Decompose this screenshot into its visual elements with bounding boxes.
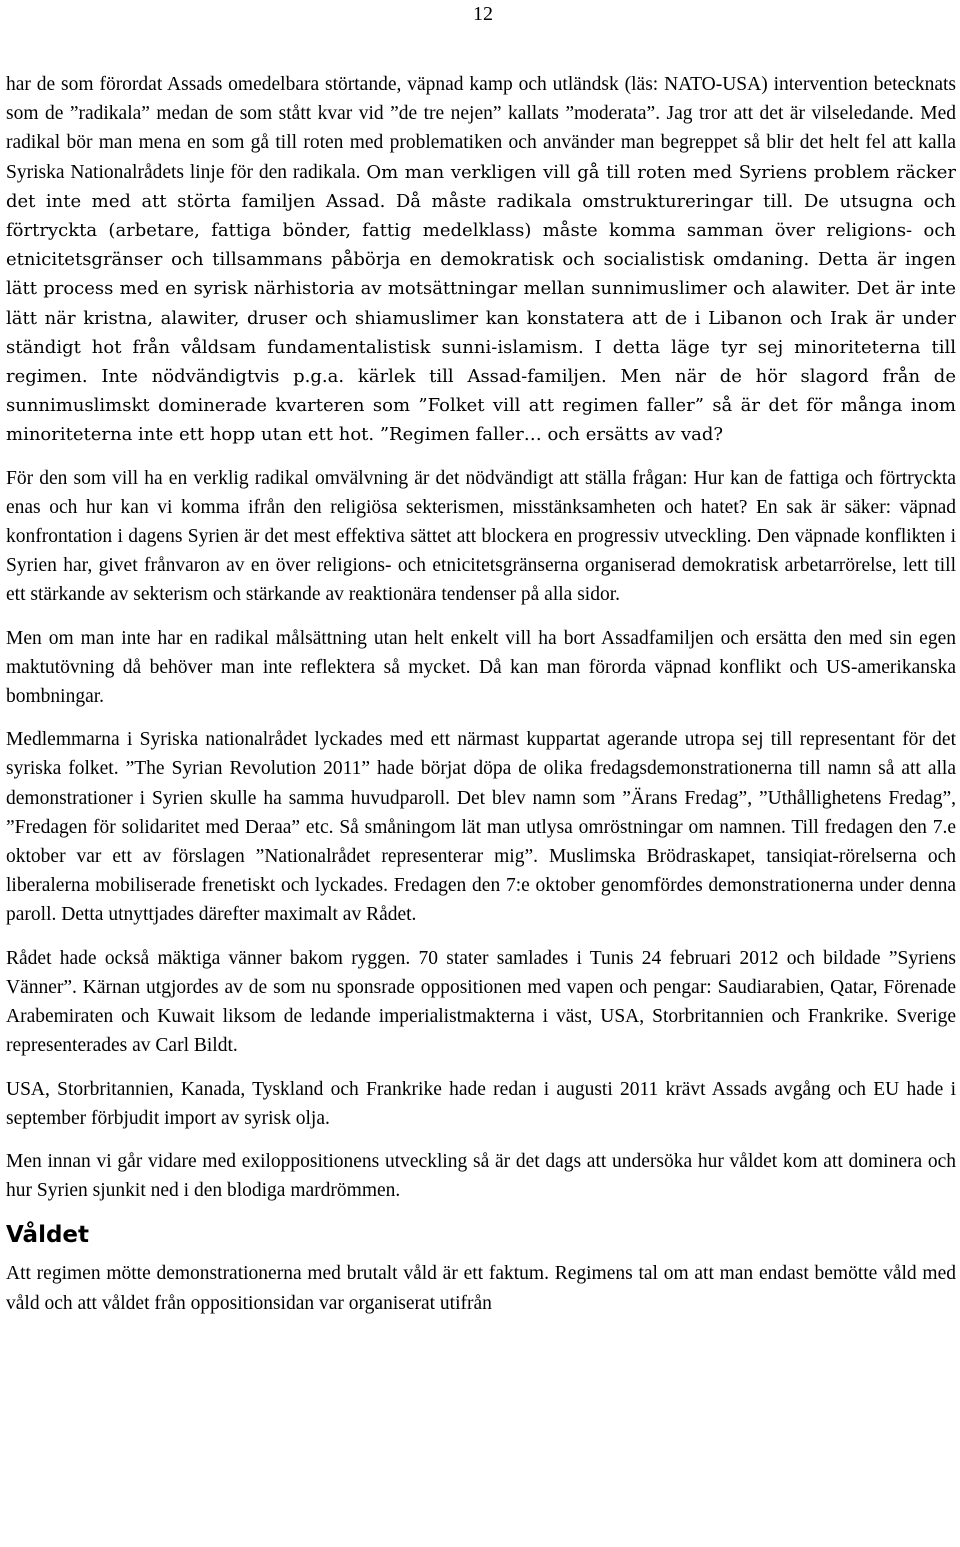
body-text [6, 70, 956, 1332]
paragraph-2 [6, 464, 956, 610]
paragraph-3 [6, 624, 956, 712]
paragraph-5 [6, 944, 956, 1061]
paragraph-4-segment-1: Medlemmarna i Syriska nationalrådet lyckades med ett närmast kuppartat agerande utropa sej till representant för det syriska folket. ”The Syrian Revolution 2011” hade börjat döpa de olika fredagsdemonstrationerna till namn så att alla demonstrationer i Syrien skulle ha samma huvudparoll. Det blev namn som ”Ärans Fredag”, ”Uthållighetens Fredag”, ”Fredagen för solidaritet med Deraa” etc. Så småningom lät man utlysa omröstningar om namnen. Till fredagen den 7.e oktober var ett av förslagen ”Nationalrådet representerar mig”. Muslimska Brödraskapet, tansiqiat-rörelserna och liberalerna mobiliserade frenetiskt och lyckades. Fredagen den 7:e oktober genomfördes demonstrationerna under denna paroll. Detta utnyttjades därefter maximalt av Rådet. [6, 729, 956, 926]
paragraph-4 [6, 725, 956, 929]
paragraph-6-segment-1: USA, Storbritannien, Kanada, Tyskland och Frankrike hade redan i augusti 2011 krävt Assads avgång och EU hade i september förbjudit import av syrisk olja. [6, 1078, 956, 1129]
paragraph-1-segment-2: Om man verkligen vill gå till roten med Syriens problem räcker det inte med att störta familjen Assad. Då måste radikala omstruktureringar till. De utsugna och förtryckta (arbetare, fattiga bönder, fattig medelklass) måste komma samman över religions- och etnicitetsgränser och tillsammans påbörja en demokratisk och socialistisk omdaning. Detta är ingen lätt process med en syrisk närhistoria av motsättningar mellan sunnimuslimer och alawiter. Det är inte lätt när kristna, alawiter, druser och shiamuslimer kan konstatera att de i Libanon och Irak är under ständigt hot från våldsam fundamentalistisk sunni-islamism. I detta läge tyr sej minoriteterna till regimen. Inte nödvändigtvis p.g.a. kärlek till Assad-familjen. Men när de hör slagord från de sunnimuslimskt dominerade kvarteren som ”Folket vill att regimen faller” så är det för många inom minoriteterna inte ett hopp utan ett hot. ”Regimen faller… och ersätts av vad? [6, 161, 956, 446]
paragraph-2-segment-1: För den som vill ha en verklig radikal omvälvning är det nödvändigt att ställa frågan: Hur kan de fattiga och förtryckta enas och hur kan vi komma ifrån den religiösa sekterismen, misstänksamheten och hatet? En sak är säker: väpnad konfrontation i dagens Syrien är det mest effektiva sättet att blockera en progressiv utveckling. Den väpnade konflikten i Syrien har, givet frånvaron av en över religions- och etnicitetsgränserna organiserad demokratisk arbetarrörelse, lett till ett stärkande av sekterism och stärkande av reaktionära tendenser på alla sidor. [6, 467, 956, 606]
page-number: 12 [473, 3, 493, 25]
paragraph-5-segment-1: Rådet hade också mäktiga vänner bakom ryggen. 70 stater samlades i Tunis 24 februari 2012 och bildade ”Syriens Vänner”. Kärnan utgjordes av de som nu sponsrade oppositionen med vapen och pengar: Saudiarabien, Qatar, Förenade Arabemiraten och Kuwait liksom de ledande imperialistmakterna i väst, USA, Storbritannien och Frankrike. Sverige representerades av Carl Bildt. [6, 947, 956, 1057]
paragraph-1 [6, 70, 956, 450]
paragraph-3-segment-1: Men om man inte har en radikal målsättning utan helt enkelt vill ha bort Assadfamiljen och ersätta den med sin egen maktutövning då behöver man inte reflektera så mycket. Då kan man förorda väpnad konflikt och US-amerikanska bombningar. [6, 627, 956, 708]
closing-paragraph: Att regimen mötte demonstrationerna med brutalt våld är ett faktum. Regimens tal om att man endast bemötte våld med våld och att våldet från oppositionsidan var organiserat utifrån [6, 1263, 956, 1314]
section-heading: Våldet [6, 1222, 90, 1249]
paragraph-7-segment-1: Men innan vi går vidare med exiloppositionens utveckling så är det dags att undersöka hur våldet kom att dominera och hur Syrien sjunkit ned i den blodiga mardrömmen. [6, 1150, 956, 1202]
paragraph-1-segment-1: har de som förordat Assads omedelbara störtande, väpnad kamp och utländsk (läs: NATO-USA) intervention betecknats som de ”radikala” medan de som stått kvar vid ”de tre nejen” kallats ”moderata”. Jag tror att det är vilseledande. Med radikal bör man mena en som gå till roten med problematiken och använder man begreppet så blir det helt fel att kalla Syriska Nationalrådets linje för den radikala. [6, 74, 956, 183]
paragraph-7 [6, 1147, 956, 1205]
paragraph-6 [6, 1075, 956, 1133]
